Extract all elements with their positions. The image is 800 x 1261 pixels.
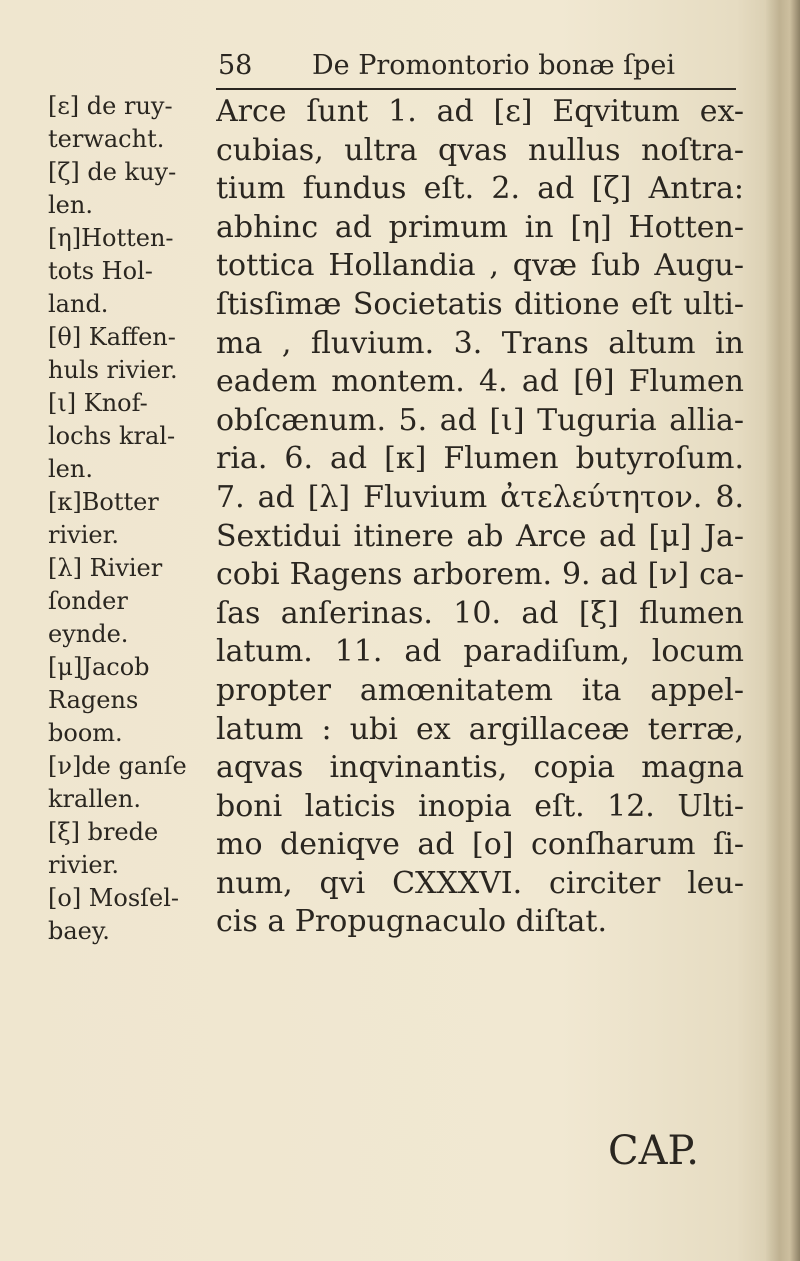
margin-notes xyxy=(48,90,208,948)
text-line: mo deniqve ad [ο] conſharum ſi- xyxy=(216,827,744,863)
text-line: latum : ubi ex argillaceæ terræ, xyxy=(216,711,744,747)
text-line: num, qvi CXXXVI. circiter leu- xyxy=(216,865,744,901)
text-line: 7. ad [λ] Fluvium ἀτελεύτητον. 8. xyxy=(216,479,744,515)
catchword: CAP. xyxy=(608,1128,700,1174)
margin-line: [ν]de ganſe xyxy=(48,752,187,780)
margin-line: krallen. xyxy=(48,785,141,813)
text-line: cobi Ragens arborem. 9. ad [ν] ca- xyxy=(216,557,744,593)
text-line: ſas anſerinas. 10. ad [ξ] flumen xyxy=(216,595,744,631)
text-line: tium fundus eſt. 2. ad [ζ] Antra: xyxy=(216,171,744,207)
text-line: Arce ſunt 1. ad [ε] Eqvitum ex- xyxy=(216,94,744,129)
margin-line: Ragens xyxy=(48,686,139,714)
running-title: De Promontorio bonæ ſpei xyxy=(312,50,676,81)
main-text xyxy=(216,93,744,942)
margin-line: len. xyxy=(48,455,93,483)
margin-line: [ο] Mosſel- xyxy=(48,884,180,912)
text-line: cubias, ultra qvas nullus noſtra- xyxy=(216,132,744,168)
margin-line: tots Hol- xyxy=(48,257,153,285)
text-line: ria. 6. ad [κ] Flumen butyroſum. xyxy=(216,441,744,477)
page-number: 58 xyxy=(218,50,253,81)
margin-line: [μ]Jacob xyxy=(48,653,150,681)
header-rule xyxy=(216,88,736,90)
text-line: obſcænum. 5. ad [ι] Tuguria allia- xyxy=(216,402,744,438)
margin-line: ſonder xyxy=(48,587,128,615)
margin-line: baey. xyxy=(48,917,110,945)
margin-line: [λ] Rivier xyxy=(48,554,163,582)
margin-line: rivier. xyxy=(48,521,120,549)
text-line: aqvas inqvinantis, copia magna xyxy=(216,750,744,786)
margin-line: rivier. xyxy=(48,851,120,879)
margin-line: boom. xyxy=(48,719,123,747)
text-line: ſtisſimæ Societatis ditione eſt ulti- xyxy=(216,286,744,322)
margin-line: huls rivier. xyxy=(48,356,178,384)
text-line: Sextidui itinere ab Arce ad [μ] Ja- xyxy=(216,518,744,554)
margin-line: [η]Hotten- xyxy=(48,224,174,252)
running-header xyxy=(212,50,742,90)
margin-line: [ζ] de kuy- xyxy=(48,158,177,186)
margin-line: [ε] de ruy- xyxy=(48,92,173,120)
margin-line: [κ]Botter xyxy=(48,488,159,516)
margin-line: terwacht. xyxy=(48,125,165,153)
margin-line: lochs kral- xyxy=(48,422,176,450)
text-line: boni laticis inopia eſt. 12. Ulti- xyxy=(216,788,744,824)
margin-line: [ι] Knof- xyxy=(48,389,148,417)
text-line: ma , fluvium. 3. Trans altum in xyxy=(216,325,744,361)
text-line: cis a Propugnaculo diſtat. xyxy=(216,904,608,940)
margin-line: eynde. xyxy=(48,620,129,648)
margin-line: [ξ] brede xyxy=(48,818,159,846)
text-line: tottica Hollandia , qvæ ſub Augu- xyxy=(216,248,744,284)
page-edge xyxy=(766,0,800,1261)
text-line: eadem montem. 4. ad [θ] Flumen xyxy=(216,364,744,400)
text-line: latum. 11. ad paradiſum, locum xyxy=(216,634,744,670)
margin-line: len. xyxy=(48,191,93,219)
text-line: abhinc ad primum in [η] Hotten- xyxy=(216,209,744,245)
margin-line: land. xyxy=(48,290,109,318)
text-line: propter amœnitatem ita appel- xyxy=(216,672,744,708)
margin-line: [θ] Kaffen- xyxy=(48,323,176,351)
